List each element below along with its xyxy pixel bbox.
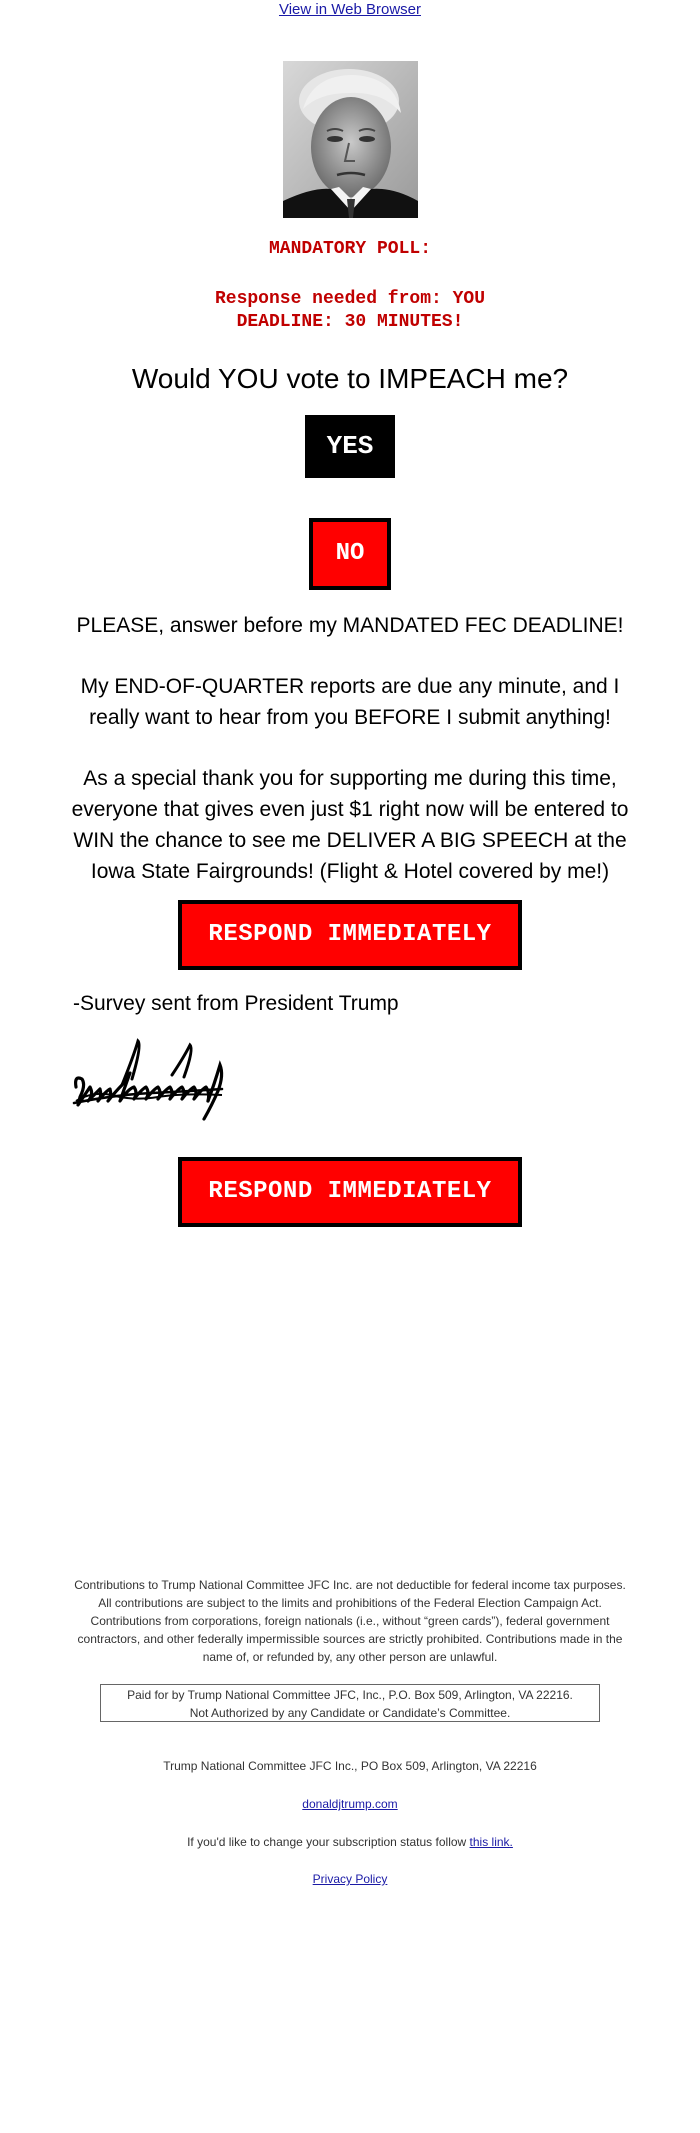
response-needed-text: Response needed from: YOU: [214, 289, 486, 309]
subscription-link[interactable]: this link.: [469, 1835, 513, 1849]
privacy-row: [0, 1870, 700, 1888]
subscription-text: If you'd like to change your subscription status follow: [187, 1835, 467, 1849]
sign-off-text: -Survey sent from President Trump: [73, 992, 399, 1015]
portrait-photo: [283, 61, 418, 218]
view-in-browser-link[interactable]: View in Web Browser: [278, 1, 421, 18]
deadline-paragraph: PLEASE, answer before my MANDATED FEC DEADLINE!: [76, 614, 624, 637]
paid-for-box: [100, 1684, 600, 1722]
site-link-row: [0, 1795, 700, 1813]
mailing-address: Trump National Committee JFC Inc., PO Box 509, Arlington, VA 22216: [163, 1759, 537, 1773]
view-in-browser-row: [0, 0, 700, 20]
poll-title: MANDATORY POLL:: [268, 239, 432, 259]
no-button[interactable]: NO: [309, 518, 391, 590]
poll-question: Would YOU vote to IMPEACH me?: [131, 363, 569, 394]
contest-paragraph: As a special thank you for supporting me during this time, everyone that gives even just $1 right now will be entered to WIN the chance to see me DELIVER A BIG SPEECH at the Iowa State Fairgrounds! (Flight & Hotel covered by me!): [71, 767, 629, 883]
respond-immediately-button[interactable]: RESPOND IMMEDIATELY: [178, 900, 522, 970]
signature-image: [72, 1035, 230, 1123]
deadline-text: DEADLINE: 30 MINUTES!: [236, 312, 464, 332]
subscription-row: [0, 1833, 700, 1851]
paid-for-line: Paid for by Trump National Committee JFC, Inc., P.O. Box 509, Arlington, VA 22216.: [127, 1688, 573, 1702]
privacy-policy-link[interactable]: Privacy Policy: [312, 1872, 388, 1886]
yes-button[interactable]: YES: [305, 415, 395, 478]
reports-paragraph: My END-OF-QUARTER reports are due any minute, and I really want to hear from you BEFORE I submit anything!: [80, 675, 620, 729]
not-authorized-line: Not Authorized by any Candidate or Candidate’s Committee.: [189, 1706, 511, 1720]
fec-disclaimer: Contributions to Trump National Committee JFC Inc. are not deductible for federal income tax purposes. All contributions are subject to the limits and prohibitions of the Federal Election Campaign Act. Contributions from corporations, foreign nationals (i.e., without “green cards”), federal government contractors, and other federally impermissible sources are strictly prohibited. Contributions made in the name of, or refunded by, any other person are unlawful.: [74, 1578, 626, 1664]
website-link[interactable]: donaldjtrump.com: [302, 1797, 398, 1811]
respond-immediately-button-bottom[interactable]: RESPOND IMMEDIATELY: [178, 1157, 522, 1227]
